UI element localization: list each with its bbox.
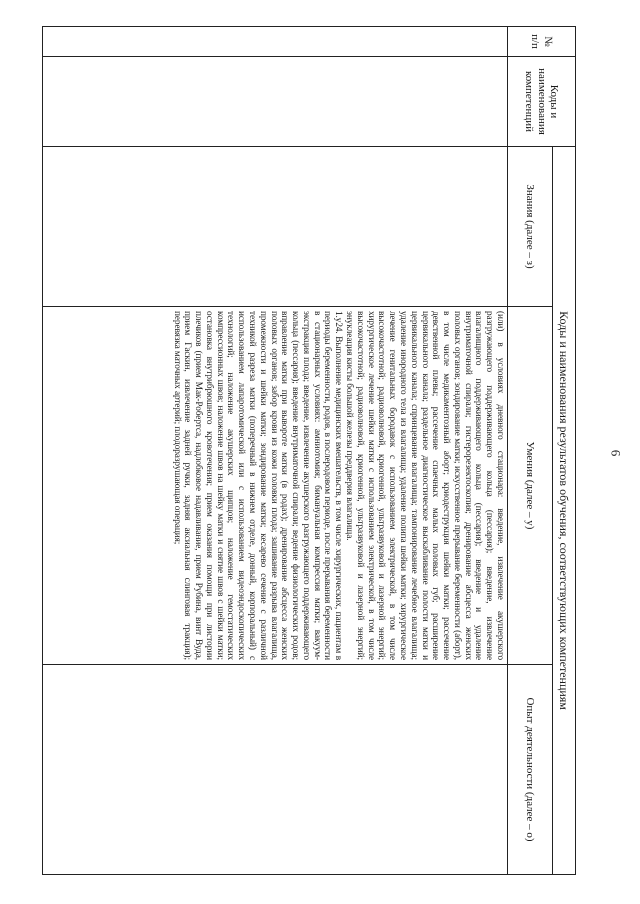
cell-competency-codes [43,57,508,147]
header-experience: Опыт деятельности (далее – о) [508,665,553,875]
cell-skills [43,307,508,665]
page-number: 6 [608,449,624,457]
header-competency-codes: Коды и наименования компетенций [508,57,576,147]
skills-paragraph-1: (или) в условиях дневного стационара: введение, извлечение акушерского разгружающего поддерживающего кольца (пессария); введение, извлечение влагалищного поддерживающего кольца (пессария); введение и удаление внутриматочной спирали; гистерорезектоскопия; дренирование абсцесса женских половых органов; зондирование матки; искусственное прерывание беременности (аборт), в том числе медикаментозный аборт; криодеструкция шейки матки; рассечение девственной плевы; рассечение спаечных малых половых губ; расширение цервикального канала; раздельное диагностическое выскабливание полости матки и цервикального канала; спринцевание влагалища; тампонирование лечебное влагалища; удаление инородного тела из влагалища; удаление полипа шейки матки; хирургическое лечение генитальных бородавок с использованием электрической, в том числе высокочастотной; радиоволновой, криогенной, ультразвуковой и лазерной энергий; хирургическое лечение шейки матки с использованием электрической, в том числе высокочастотной; радиоволновой, криогенной, ультразвуковой и лазерной энергий; энуклеация кисты большой железы преддверия влагалища. [344,311,505,660]
cell-experience [43,665,508,875]
header-number: № п/п [508,27,576,57]
header-learning-results: Коды и наименования результатов обучения, соответствующих компетенциям [553,147,576,875]
skills-paragraph-2: 1.у24. Выполнение медицинских вмешательств, в том числе хирургических, пациентам в периоды беременности, родов, в послеродовом периоде, после прерывания беременности в стационарных условиях: амниотомия; бимануальная компрессия матки; вакуум-экстракция плода; введение, извлечение акушерского разгружающего поддерживающего кольца (пессария); введение внутриматочной спирали; ведение физиологических родов; вправление матки при вывороте матки (в родах); дренирование абсцесса женских половых органов; забор крови из кожи головки плода; зашивание разрыва влагалища, промежности и шейки матки; зондирование матки; кесарево сечение с различной техникой разреза матки (поперечный в нижнем отделе, донный, корпоральный) с использованием лапаротомической или с использованием видеоэндоскопических технологий; наложение акушерских щипцов; наложение гемостатических компрессионных швов; наложение швов на шейку матки и снятие швов с шейки матки; остановка внутрибрюшного кровотечения; прием оказания помощи при листории плечиков (прием Мак-Робертса, надлобковое надавливание, прием Рубина, винт Вуда, прием Гаскин, извлечение задней ручки, задняя аксиальная слинговая тракция); перевязка маточных артерий; плодоразрушающая операция; [171,311,344,660]
cell-knowledge [43,147,508,307]
header-skills: Умения (далее – у) [508,307,553,665]
cell-number [43,27,508,57]
competency-table [42,26,576,875]
header-knowledge: Знания (далее – з) [508,147,553,307]
